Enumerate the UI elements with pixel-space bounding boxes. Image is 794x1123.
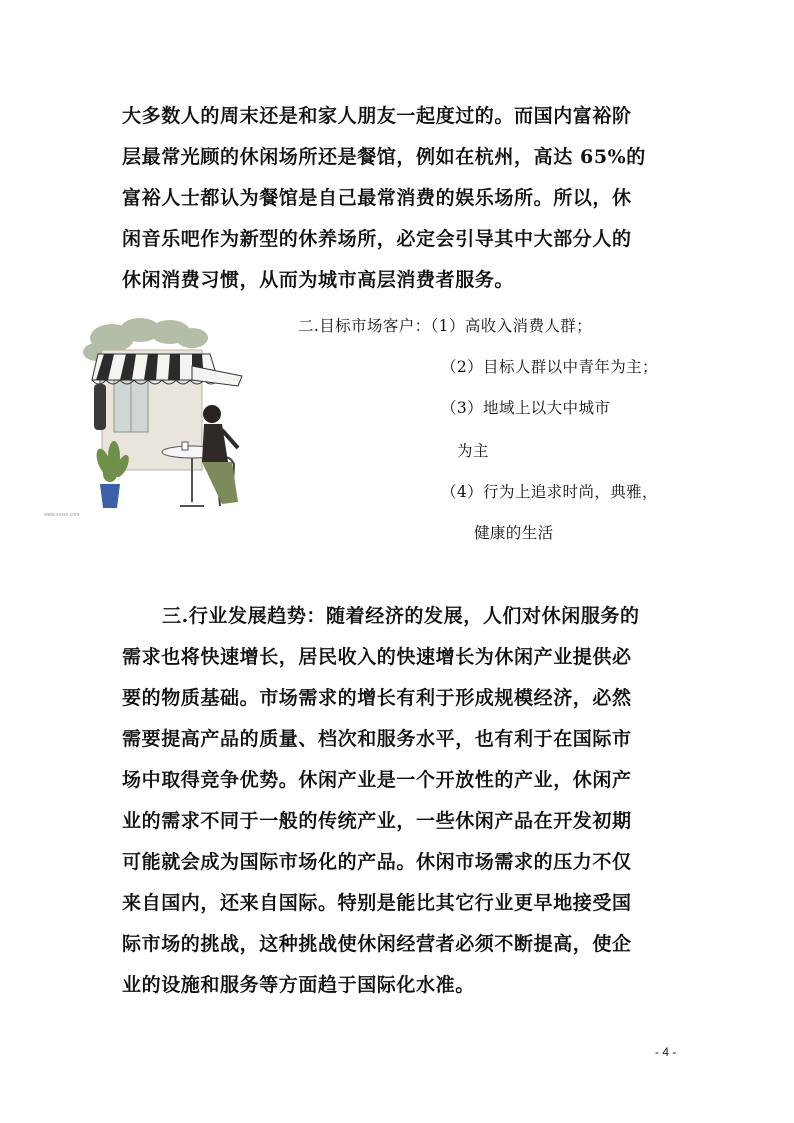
paragraph-3-line-3: 要的物质基础。市场需求的增长有利于形成规模经济，必然 <box>122 687 632 709</box>
page-number: - 4 - <box>655 1045 677 1059</box>
paragraph-1-line-3: 富裕人士都认为餐馆是自己最常消费的娱乐场所。所以，休 <box>122 187 632 209</box>
paragraph-3-line-2: 需求也将快速增长，居民收入的快速增长为休闲产业提供必 <box>122 646 632 668</box>
target-market-item-4: （4）行为上追求时尚，典雅， <box>441 483 658 501</box>
paragraph-1-line-5: 休闲消费习惯，从而为城市高层消费者服务。 <box>122 269 515 291</box>
target-market-item-3-continued: 为主 <box>457 442 489 460</box>
paragraph-1-line-4: 闲音乐吧作为新型的休养场所，必定会引导其中大部分人的 <box>122 228 632 250</box>
paragraph-3-line-4: 需要提高产品的质量、档次和服务水平，也有利于在国际市 <box>122 728 632 750</box>
target-market-heading: 二.目标市场客户：（1）高收入消费人群； <box>298 317 593 335</box>
paragraph-3-line-7: 可能就会成为国际市场化的产品。休闲市场需求的压力不仅 <box>122 851 632 873</box>
paragraph-3-line-6: 业的需求不同于一般的传统产业，一些休闲产品在开发初期 <box>122 810 632 832</box>
target-market-item-3: （3）地域上以大中城市 <box>441 399 611 417</box>
paragraph-1-line-1: 大多数人的周末还是和家人朋友一起度过的。而国内富裕阶 <box>122 105 632 127</box>
paragraph-3-line-10: 业的设施和服务等方面趋于国际化水准。 <box>122 974 475 996</box>
paragraph-3-line-1: 三.行业发展趋势：随着经济的发展，人们对休闲服务的 <box>162 605 640 627</box>
paragraph-3-line-5: 场中取得竞争优势。休闲产业是一个开放性的产业，休闲产 <box>122 769 632 791</box>
paragraph-3-line-9: 际市场的挑战，这种挑战使休闲经营者必须不断提高，使企 <box>122 933 632 955</box>
target-market-item-2: （2）目标人群以中青年为主； <box>441 358 658 376</box>
target-market-item-4-continued: 健康的生活 <box>474 524 554 542</box>
paragraph-1-line-2: 层最常光顾的休闲场所还是餐馆，例如在杭州，高达 65%的 <box>122 146 646 168</box>
illustration-watermark: www.xxxxx.com <box>44 512 80 518</box>
paragraph-3-line-8: 来自国内，还来自国际。特别是能比其它行业更早地接受国 <box>122 892 632 914</box>
cafe-awning-illustration-icon <box>42 302 262 524</box>
